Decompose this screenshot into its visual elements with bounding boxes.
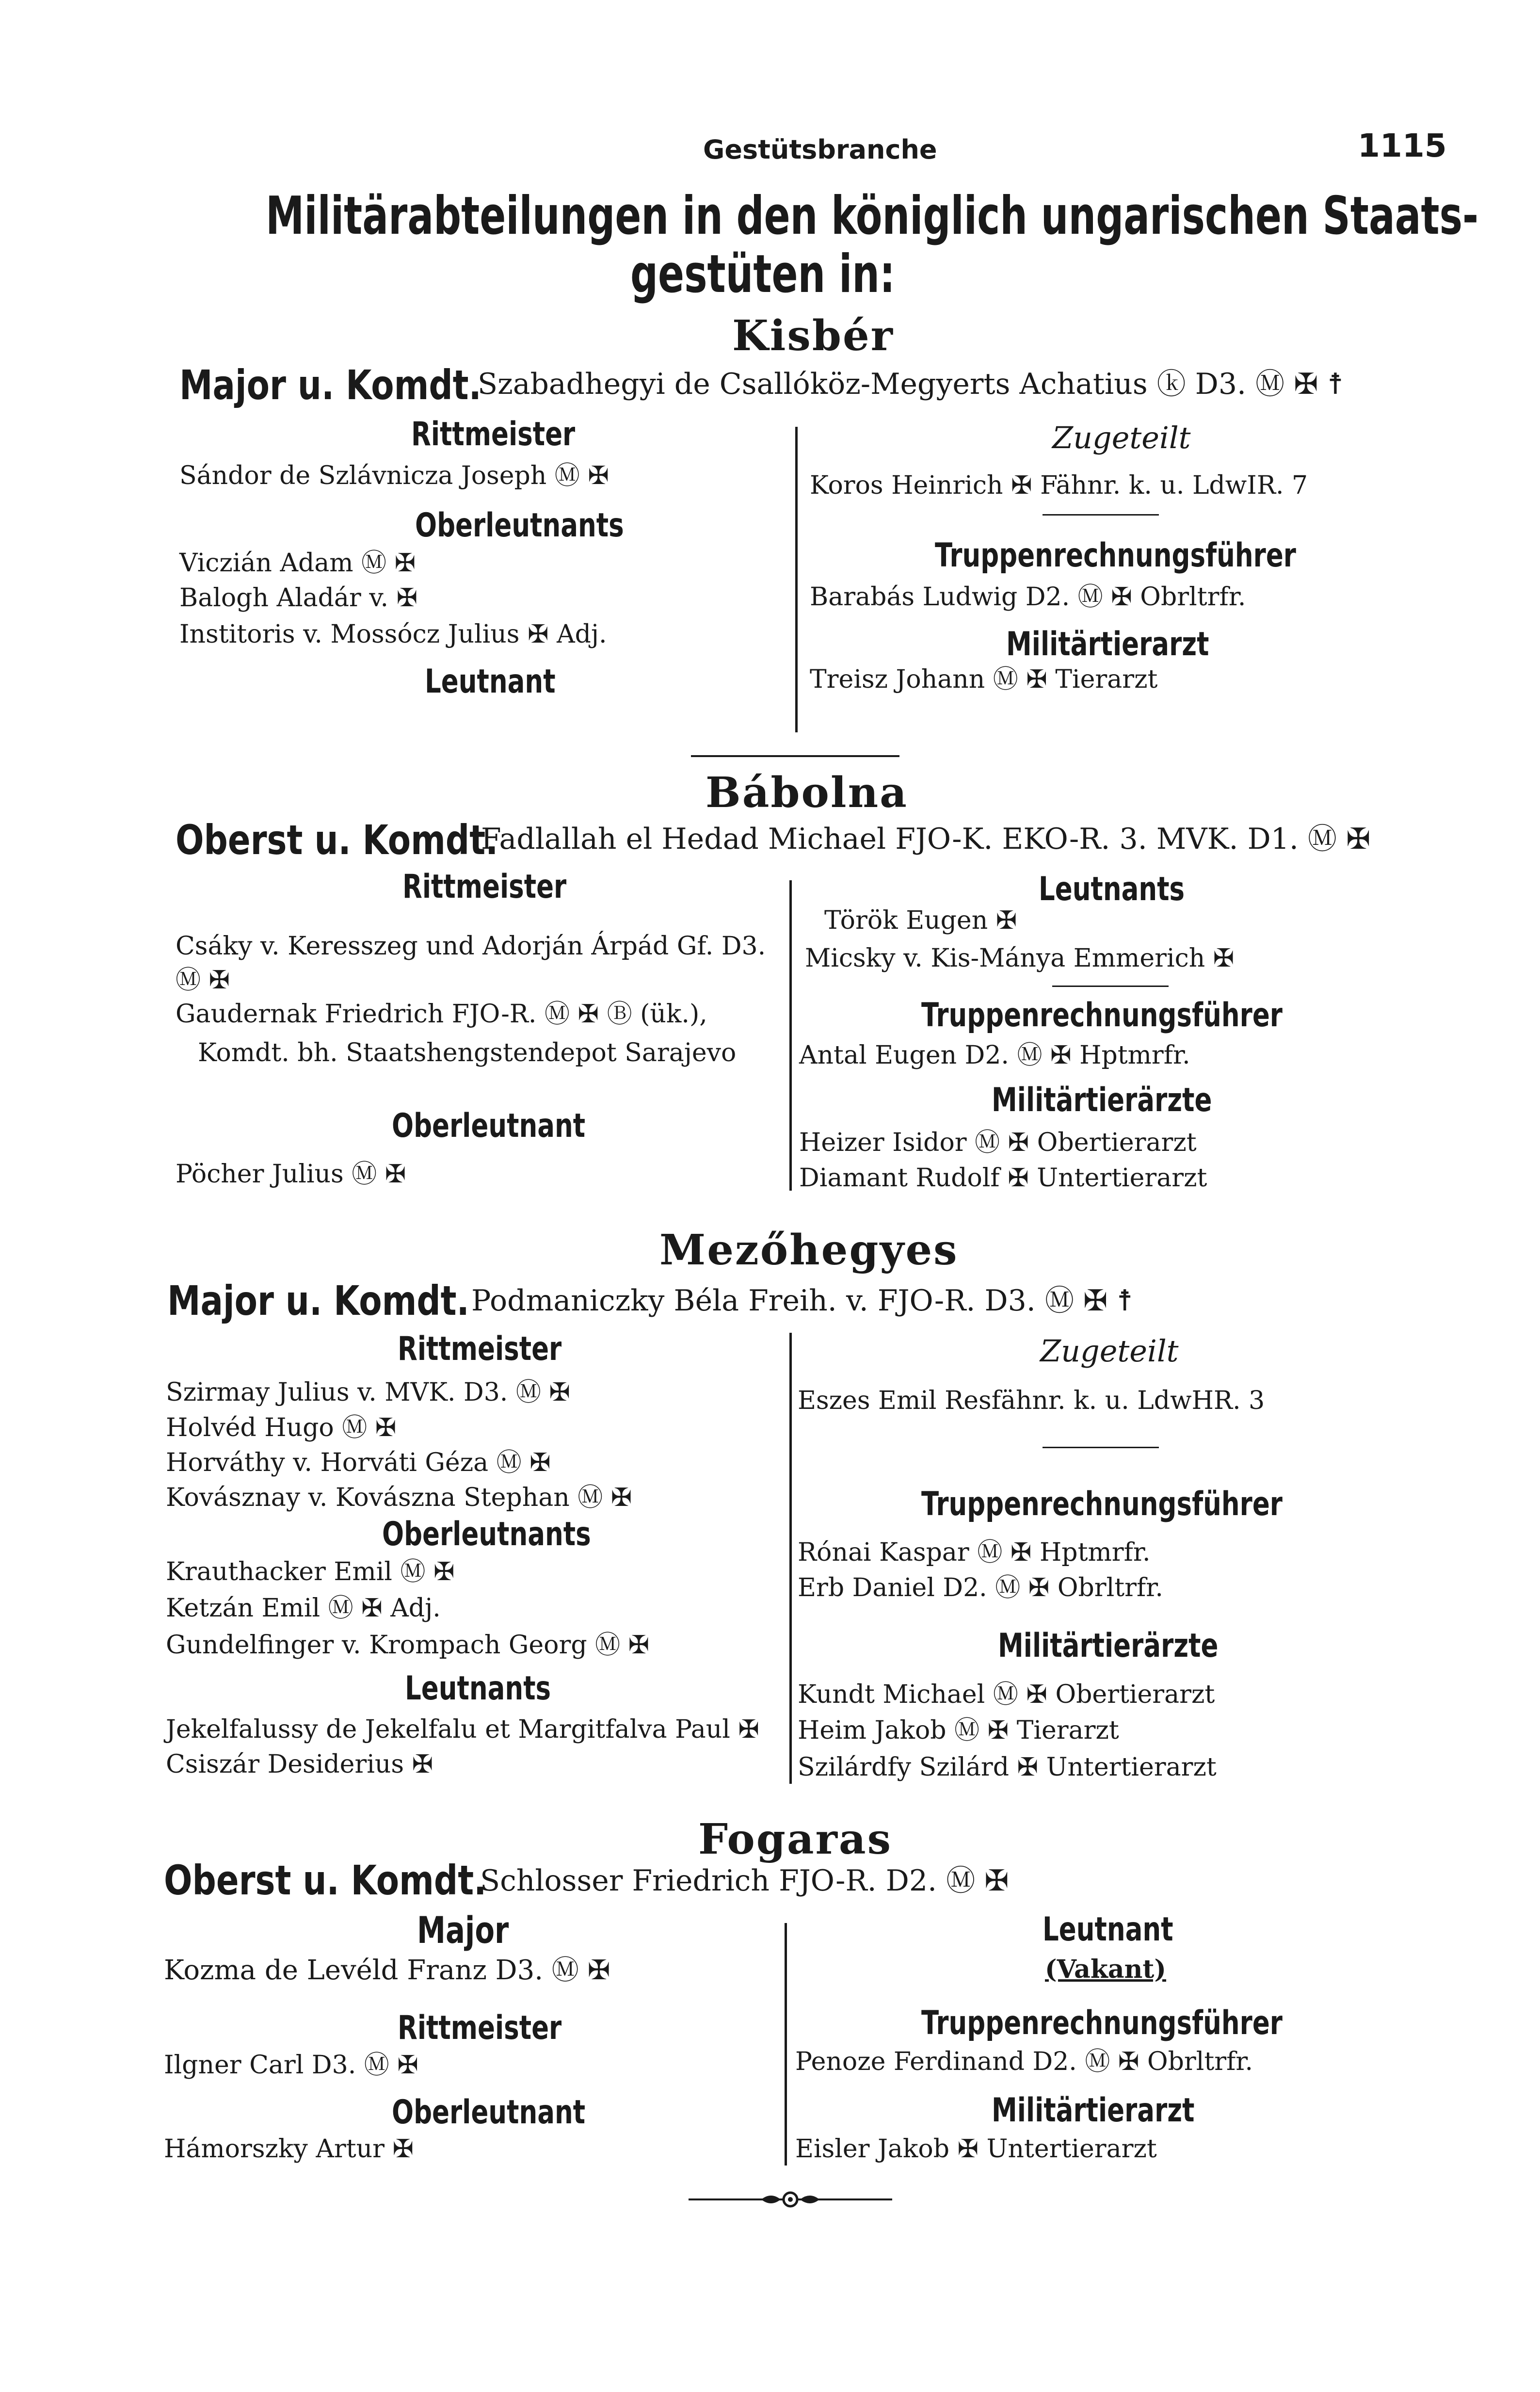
list-item: Diamant Rudolf ✠ Untertierarzt (799, 1164, 1207, 1193)
heading-militaertierarzt: Militärtierarzt (992, 2091, 1195, 2130)
heading-leutnants: Leutnants (405, 1669, 551, 1708)
list-item: Kundt Michael Ⓜ ✠ Obertierarzt (798, 1680, 1215, 1709)
list-item: Pöcher Julius Ⓜ ✠ (176, 1160, 406, 1189)
list-item: Micsky v. Kis-Mánya Emmerich ✠ (805, 944, 1235, 973)
heading-militaertieraerzte: Militärtierärzte (998, 1627, 1219, 1665)
column-divider (795, 427, 798, 732)
list-item: Eszes Emil Resfähnr. k. u. LdwHR. 3 (798, 1386, 1265, 1415)
list-item: Balogh Aladár v. ✠ (179, 583, 418, 613)
commander-name: Schlosser Friedrich FJO-R. D2. Ⓜ ✠ (480, 1864, 1009, 1898)
heading-leutnants: Leutnants (1039, 870, 1185, 908)
commander-rank: Oberst u. Komdt. (164, 1857, 487, 1904)
heading-rittmeister: Rittmeister (398, 1330, 562, 1368)
section-separator (691, 755, 899, 757)
heading-major: Major (417, 1908, 509, 1952)
list-item: Rónai Kaspar Ⓜ ✠ Hptmrfr. (798, 1538, 1151, 1567)
ornament-divider (689, 2185, 892, 2214)
heading-oberleutnants: Oberleutnants (382, 1515, 591, 1553)
heading-truppenrechnungsfuehrer: Truppenrechnungsführer (921, 1485, 1283, 1523)
list-item: Koros Heinrich ✠ Fähnr. k. u. LdwIR. 7 (810, 471, 1308, 500)
list-item: (Vakant) (1045, 1955, 1167, 1984)
list-item: Eisler Jakob ✠ Untertierarzt (795, 2134, 1157, 2164)
list-item: Erb Daniel D2. Ⓜ ✠ Obrltrfr. (798, 1573, 1163, 1602)
section-title-babolna: Bábolna (706, 768, 908, 817)
page-title-line2: gestüten in: (630, 244, 895, 305)
heading-militaertierarzt: Militärtierarzt (1006, 625, 1209, 663)
section-title-mezohegyes: Mezőhegyes (659, 1226, 959, 1275)
heading-leutnant: Leutnant (1043, 1910, 1173, 1949)
list-item: Ilgner Carl D3. Ⓜ ✠ (164, 2051, 418, 2080)
list-item: Csáky v. Keresszeg und Adorján Árpád Gf. D3. (176, 932, 766, 961)
heading-truppenrechnungsfuehrer: Truppenrechnungsführer (921, 2004, 1283, 2042)
column-divider (789, 1333, 792, 1784)
heading-rittmeister: Rittmeister (398, 2009, 562, 2047)
list-item: Kozma de Levéld Franz D3. Ⓜ ✠ (164, 1955, 610, 1986)
list-item: Viczián Adam Ⓜ ✠ (179, 549, 416, 578)
list-item: Heim Jakob Ⓜ ✠ Tierarzt (798, 1716, 1119, 1745)
heading-zugeteilt: Zugeteilt (1040, 1333, 1179, 1369)
running-title: Gestütsbranche (703, 134, 937, 165)
heading-rittmeister: Rittmeister (411, 415, 576, 453)
list-item: Heizer Isidor Ⓜ ✠ Obertierarzt (799, 1128, 1197, 1157)
list-item: Ⓜ ✠ (176, 966, 230, 995)
heading-oberleutnant: Oberleutnant (392, 2093, 586, 2132)
divider (1043, 514, 1159, 516)
commander-rank: Oberst u. Komdt. (176, 816, 498, 864)
column-divider (789, 880, 792, 1191)
list-item: Gaudernak Friedrich FJO-R. Ⓜ ✠ Ⓑ (ük.), (176, 1000, 707, 1029)
list-item: Treisz Johann Ⓜ ✠ Tierarzt (810, 665, 1158, 694)
list-item: Institoris v. Mossócz Julius ✠ Adj. (179, 620, 607, 649)
list-item: Gundelfinger v. Krompach Georg Ⓜ ✠ (166, 1631, 650, 1660)
list-item: Horváthy v. Horváti Géza Ⓜ ✠ (166, 1448, 551, 1477)
commander-rank: Major u. Komdt. (179, 361, 481, 409)
commander-name: Szabadhegyi de Csallóköz-Megyerts Achatius ⓚ D3. Ⓜ ✠ ☨ (478, 367, 1344, 401)
list-item: Csiszár Desiderius ✠ (166, 1750, 433, 1779)
commander-name: Podmaniczky Béla Freih. v. FJO-R. D3. Ⓜ ✠ ☨ (471, 1284, 1133, 1318)
divider (1043, 1447, 1159, 1448)
heading-militaertieraerzte: Militärtierärzte (992, 1081, 1212, 1119)
list-item: Szilárdfy Szilárd ✠ Untertierarzt (798, 1753, 1217, 1782)
section-title-kisber: Kisbér (732, 311, 894, 360)
heading-oberleutnant: Oberleutnant (392, 1107, 586, 1145)
heading-rittmeister: Rittmeister (402, 868, 567, 906)
heading-truppenrechnungsfuehrer: Truppenrechnungsführer (921, 996, 1283, 1034)
page-title-line1: Militärabteilungen in den königlich ungarischen Staats- (266, 186, 1479, 246)
list-item: Krauthacker Emil Ⓜ ✠ (166, 1557, 455, 1586)
heading-oberleutnants: Oberleutnants (415, 506, 624, 545)
list-item: Hámorszky Artur ✠ (164, 2134, 414, 2164)
list-item: Holvéd Hugo Ⓜ ✠ (166, 1413, 397, 1442)
section-title-fogaras: Fogaras (698, 1815, 893, 1864)
list-item: Antal Eugen D2. Ⓜ ✠ Hptmrfr. (799, 1041, 1190, 1070)
list-item: Kovásznay v. Kovászna Stephan Ⓜ ✠ (166, 1483, 632, 1512)
list-item: Török Eugen ✠ (824, 906, 1017, 935)
list-item: Penoze Ferdinand D2. Ⓜ ✠ Obrltrfr. (795, 2047, 1253, 2076)
list-item: Sándor de Szlávnicza Joseph Ⓜ ✠ (179, 461, 609, 490)
column-divider (785, 1923, 787, 2166)
divider (1052, 986, 1169, 987)
list-item: Komdt. bh. Staatshengstendepot Sarajevo (198, 1038, 737, 1067)
heading-leutnant: Leutnant (425, 663, 556, 701)
commander-name: Fadlallah el Hedad Michael FJO-K. EKO-R. 3. MVK. D1. Ⓜ ✠ (481, 822, 1371, 856)
list-item: Ketzán Emil Ⓜ ✠ Adj. (166, 1594, 441, 1623)
list-item: Szirmay Julius v. MVK. D3. Ⓜ ✠ (166, 1378, 570, 1407)
page-number: 1115 (1358, 127, 1447, 164)
list-item: Barabás Ludwig D2. Ⓜ ✠ Obrltrfr. (810, 582, 1246, 612)
heading-zugeteilt: Zugeteilt (1052, 420, 1191, 455)
commander-rank: Major u. Komdt. (167, 1277, 469, 1325)
heading-truppenrechnungsfuehrer: Truppenrechnungsführer (935, 536, 1296, 575)
list-item: Jekelfalussy de Jekelfalu et Margitfalva Paul ✠ (166, 1715, 759, 1744)
